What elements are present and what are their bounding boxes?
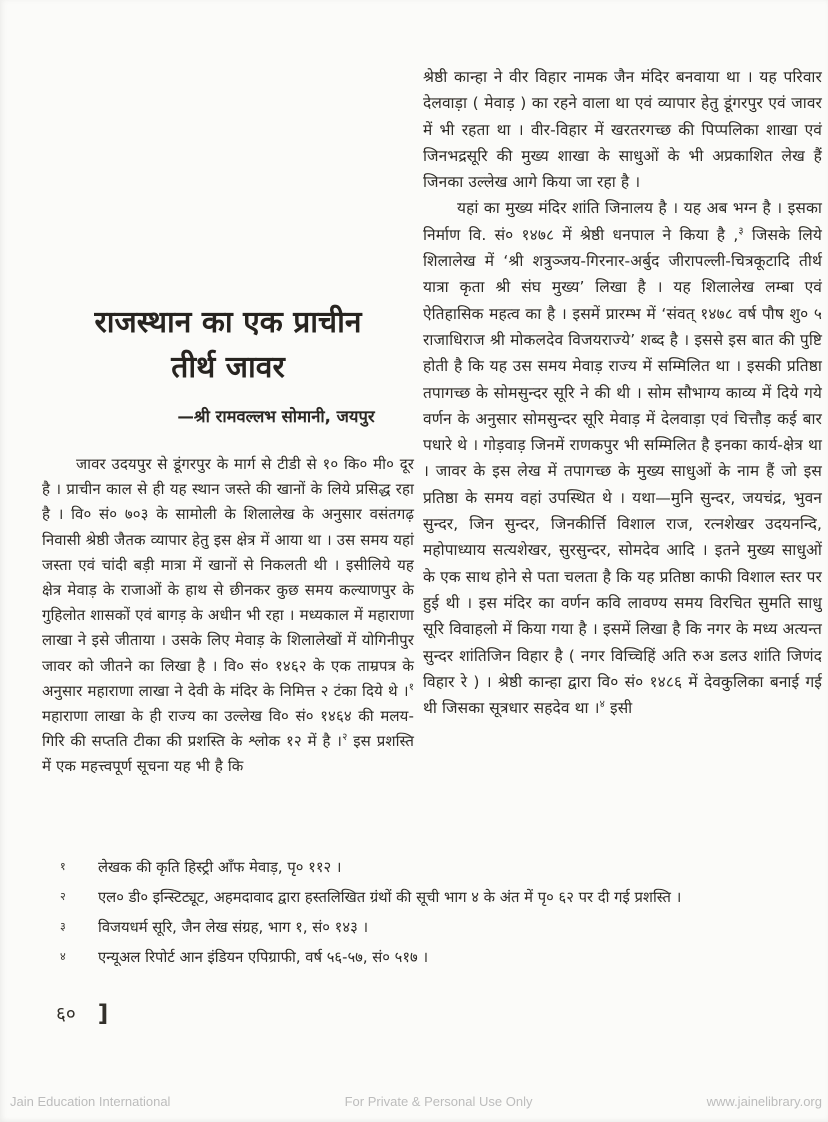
text-run: जिसके लिये शिलालेख में ‘श्री शत्रुञ्जय-गिरनार-अर्बुद जीरापल्ली-चित्रकूटादि तीर्थ यात्रा कृता श्री संघ मुख्य’ लिखा है । यह शिलालेख लम्बा एवं ऐतिहासिक महत्व का है । इसमें प्रारम्भ में ‘संवत् १४७८ वर्ष पौष शु० ५ राजाधिराज श्री मोकलदेव विजयराज्ये’ शब्द है । इससे इस बात की पुष्टि होती है कि यह उस समय मेवाड़ राज्य में सम्मिलित था । इसकी प्रतिष्ठा तपागच्छ के सोमसुन्दर सूरि ने की थी । सोम सौभाग्य काव्य में दिये गये वर्णन के अनुसार सोमसुन्दर सूरि मेवाड़ में देलवाड़ा एवं चित्तौड़ कई बार पधारे थे । गोड़वाड़ जिनमें राणकपुर भी सम्मिलित है इनका कार्य-क्षेत्र था । जावर के इस लेख में तपागच्छ के मुख्य साधुओं के नाम हैं जो इस प्रतिष्ठा के समय वहां उपस्थित थे । यथा—मुनि सुन्दर, जयचंद्र, भुवन सुन्दर, जिन सुन्दर, जिनकीर्त्ति विशाल राज, रत्नशेखर उदयनन्दि, महोपाध्याय सत्यशेखर, सुरसुन्दर, सोमदेव आदि । इतने मुख्य साधुओं के एक साथ होने से पता चलता है कि यह प्रतिष्ठा काफी विशाल स्तर पर हुई थी । इस मंदिर का वर्णन कवि लावण्य समय विरचित सुमति साधु सूरि विवाहलो में किया गया है । इसमें लिखा है कि नगर के मध्य अत्यन्त सुन्दर शांतिजिन विहार है ( नगर विच्चिहिं अति रुअ डलउ शांति जिणंद विहार रे ) । श्रेष्ठी कान्हा द्वारा वि० सं० १४८६ में देवकुलिका बनाई गई थी जिसका सूत्रधार सहदेव था । (423, 225, 822, 718)
footnote-number: २ (60, 890, 66, 903)
text-run: यहां का मुख्य मंदिर शांति जिनालय है । यह अब भग्न है । इसका निर्माण वि. सं० १४७८ में श्रेष्ठी धनपाल ने किया है , (423, 199, 822, 244)
footnotes-section (58, 856, 820, 976)
footnote-text: विजयधर्म सूरि, जैन लेख संग्रह, भाग १, सं० १४३ । (98, 919, 369, 936)
footnote (58, 946, 820, 970)
page-number-bracket: ] (97, 1001, 109, 1027)
paragraph (423, 64, 822, 195)
footnote-marker: ३ (738, 225, 744, 237)
text-run: इस प्रशस्ति में एक महत्त्वपूर्ण सूचना यह भी है कि (42, 732, 415, 776)
article-title-line2: तीर्थ जावर (171, 350, 285, 385)
text-run: इसी (604, 699, 633, 718)
footnote-number: ३ (60, 920, 66, 933)
footnote-marker: ४ (599, 698, 605, 710)
author-byline: —श्री रामवल्लभ सोमानी, जयपुर (177, 407, 375, 426)
right-column (423, 64, 822, 721)
left-column (42, 300, 414, 780)
footnote-text: लेखक की कृति हिस्ट्री आँफ मेवाड़, पृ० ११२ । (98, 859, 342, 876)
footer-right-link: www.jainelibrary.org (706, 1094, 822, 1109)
article-title (42, 300, 414, 390)
footnote-text: एल० डी० इन्स्टिट्यूट, अहमदावाद द्वारा हस्तलिखित ग्रंथों की सूची भाग ४ के अंत में पृ० ६२ पर दी गई प्रशस्ति । (98, 889, 682, 906)
footnote (58, 856, 820, 880)
left-column-body (42, 452, 414, 780)
footnote-marker: १ (408, 681, 414, 693)
scan-footer (0, 1094, 828, 1109)
footnote-number: ४ (60, 950, 66, 963)
text-run: महाराणा लाखा के ही राज्य का उल्लेख वि० सं० १४६४ की मलय-गिरि की सप्तति टीका की प्रशस्ति के श्लोक १२ में है । (42, 707, 414, 751)
footnote-text: एन्यूअल रिपोर्ट आन इंडियन एपिग्राफी, वर्ष ५६-५७, सं० ५१७ । (98, 949, 429, 966)
paragraph (423, 195, 822, 721)
footer-left-text: Jain Education International (10, 1094, 171, 1109)
footnote-number: १ (60, 860, 66, 873)
text-run: श्रेष्ठी कान्हा ने वीर विहार नामक जैन मंदिर बनवाया था । यह परिवार देलवाड़ा ( मेवाड़ ) का रहने वाला था एवं व्यापार हेतु डूंगरपुर एवं जावर में भी रहता था । वीर-विहार में खरतरगच्छ की पिप्पलिका शाखा एवं जिनभद्रसूरि की मुख्य शाखा के साधुओं के भी अप्रकाशित लेख हैं जिनका उल्लेख आगे किया जा रहा है । (423, 68, 822, 192)
footnote-marker: २ (342, 732, 348, 744)
text-run: जावर उदयपुर से डूंगरपुर के मार्ग से टीडी से १० कि० मी० दूर है । प्राचीन काल से ही यह स्थान जस्ते की खानों के लिये प्रसिद्ध रहा है । वि० सं० ७०३ के सामोली के शिलालेख के अनुसार वसंतगढ़ निवासी श्रेष्ठी जैतक व्यापार हेतु इस क्षेत्र में आया था । उस समय यहां जस्ता एवं चांदी बड़ी मात्रा में खानों से निकलती थी । इसीलिये यह क्षेत्र मेवाड़ के राजाओं के हाथ से छीनकर कुछ समय कल्याणपुर के गुहिलोत शासकों एवं बागड़ के अधीन भी रहा । मध्यकाल में महाराणा लाखा ने इसे जीताया । उसके लिए मेवाड़ के शिलालेखों में योगिनीपुर जावर को जीतने का लिखा है । वि० सं० १४६२ के एक ताम्रपत्र के अनुसार महाराणा लाखा ने देवी के मंदिर के निमित्त २ टंका दिये थे । (42, 455, 414, 700)
footer-center-text: For Private & Personal Use Only (344, 1094, 533, 1109)
footnote (58, 916, 820, 940)
page-number (56, 1000, 108, 1026)
paragraph (42, 452, 414, 780)
article-title-line1: राजस्थान का एक प्राचीन (94, 305, 362, 340)
footnote (58, 886, 820, 910)
page-number-value: ६० (56, 1003, 76, 1025)
